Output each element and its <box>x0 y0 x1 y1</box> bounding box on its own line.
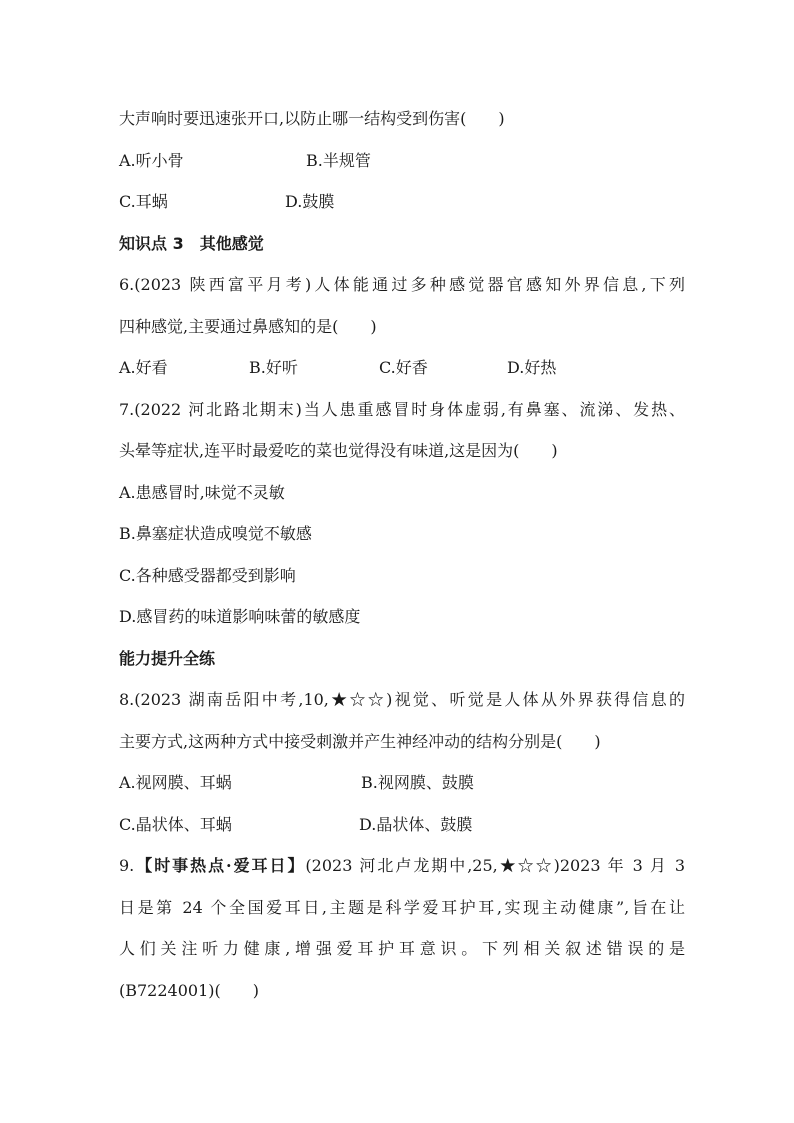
q9-stem-line4: (B7224001)( ) <box>119 980 259 1000</box>
section-heading-ability: 能力提升全练 <box>119 648 216 668</box>
q8-option-a[interactable]: A.视网膜、耳蜗 <box>119 773 232 792</box>
q5-option-d[interactable]: D.鼓膜 <box>285 192 335 211</box>
q9-number: 9. <box>119 856 135 875</box>
q6-options-row <box>119 347 685 389</box>
q7-option-d[interactable]: D.感冒药的味道影响味蕾的敏感度 <box>119 607 361 626</box>
q5-stem-tail: 大声响时要迅速张开口,以防止哪一结构受到伤害( ) <box>119 109 505 128</box>
q9-stem-line1 <box>119 845 685 887</box>
q9-source: (2023 河北卢龙期中,25,★☆☆)2023 年 3 月 3 <box>305 856 686 875</box>
q8-options-row2 <box>119 804 685 846</box>
q6-stem-line2: 四种感觉,主要通过鼻感知的是( ) <box>119 316 377 336</box>
q7-stem-line1: 7.(2022 河北路北期末)当人患重感冒时身体虚弱,有鼻塞、流涕、发热、 <box>119 399 685 419</box>
q7-stem-line2: 头晕等症状,连平时最爱吃的菜也觉得没有味道,这是因为( ) <box>119 441 558 460</box>
q6-option-c[interactable]: C.好香 <box>379 358 428 377</box>
q9-stem-line3: 人们关注听力健康,增强爱耳护耳意识。下列相关叙述错误的是 <box>119 939 685 958</box>
q6-option-b[interactable]: B.好听 <box>249 358 298 377</box>
q5-option-a[interactable]: A.听小骨 <box>119 150 184 170</box>
q8-option-d[interactable]: D.晶状体、鼓膜 <box>359 814 473 834</box>
q8-option-c[interactable]: C.晶状体、耳蜗 <box>119 814 232 834</box>
q5-option-b[interactable]: B.半规管 <box>306 150 371 170</box>
question-content <box>119 98 685 1011</box>
q5-option-c[interactable]: C.耳蜗 <box>119 192 168 211</box>
section-heading-3: 知识点 3 其他感觉 <box>119 233 264 253</box>
q6-stem-line1: 6.(2023 陕西富平月考)人体能通过多种感觉器官感知外界信息,下列 <box>119 275 685 294</box>
q8-option-b[interactable]: B.视网膜、鼓膜 <box>361 773 474 792</box>
q7-option-b[interactable]: B.鼻塞症状造成嗅觉不敏感 <box>119 524 312 543</box>
q5-options-row1 <box>119 140 685 182</box>
q8-options-row1 <box>119 762 685 804</box>
q8-stem-line2: 主要方式,这两种方式中接受刺激并产生神经冲动的结构分别是( ) <box>119 731 601 751</box>
q7-option-c[interactable]: C.各种感受器都受到影响 <box>119 565 296 585</box>
q5-options-row2 <box>119 181 685 223</box>
q9-topic-tag: 【时事热点·爱耳日】 <box>134 856 306 875</box>
q8-stem-line1: 8.(2023 湖南岳阳中考,10,★☆☆)视觉、听觉是人体从外界获得信息的 <box>119 690 685 709</box>
q9-stem-line2: 日是第 24 个全国爱耳日,主题是科学爱耳护耳,实现主动健康”,旨在让 <box>119 897 685 917</box>
q7-option-a[interactable]: A.患感冒时,味觉不灵敏 <box>119 482 285 502</box>
q6-option-d[interactable]: D.好热 <box>507 358 557 377</box>
q6-option-a[interactable]: A.好看 <box>119 358 168 377</box>
